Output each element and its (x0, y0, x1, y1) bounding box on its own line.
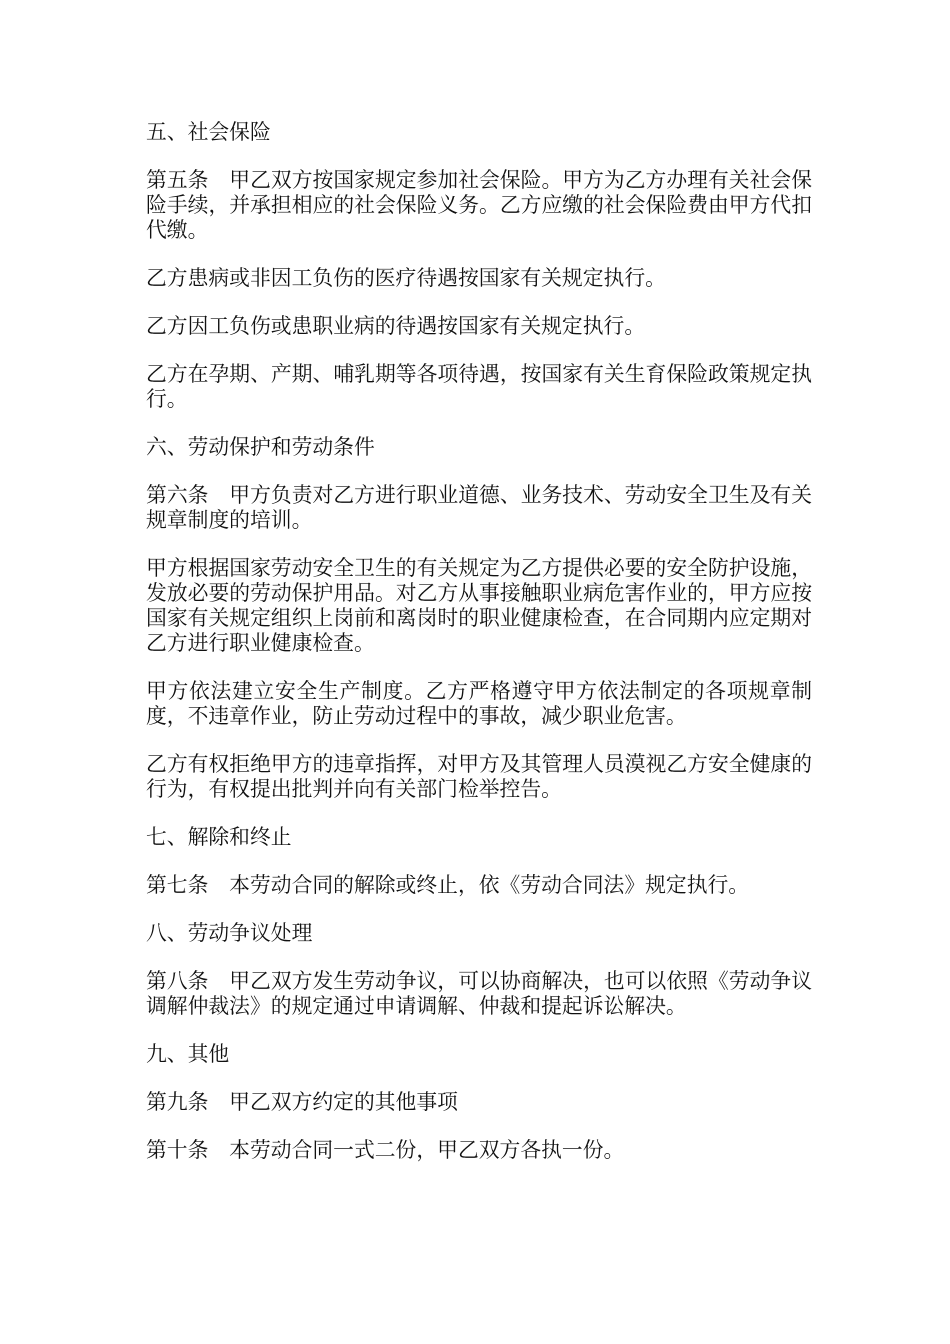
article-10: 第十条 本劳动合同一式二份，甲乙双方各执一份。 (146, 1138, 625, 1162)
section-heading-8: 八、劳动争议处理 (146, 921, 313, 945)
section-heading-6: 六、劳动保护和劳动条件 (146, 435, 375, 459)
paragraph-safety-system: 甲方依法建立安全生产制度。乙方严格遵守甲方依法制定的各项规章制度，不违章作业，防止劳动过程中的事故，减少职业危害。 (146, 679, 812, 728)
paragraph-maternity: 乙方在孕期、产期、哺乳期等各项待遇，按国家有关生育保险政策规定执行。 (146, 362, 812, 411)
article-5: 第五条 甲乙双方按国家规定参加社会保险。甲方为乙方办理有关社会保险手续，并承担相应的社会保险义务。乙方应缴的社会保险费由甲方代扣代缴。 (146, 168, 812, 242)
section-heading-5: 五、社会保险 (146, 120, 271, 144)
article-6: 第六条 甲方负责对乙方进行职业道德、业务技术、劳动安全卫生及有关规章制度的培训。 (146, 483, 812, 532)
paragraph-medical: 乙方患病或非因工负伤的医疗待遇按国家有关规定执行。 (146, 266, 666, 290)
paragraph-safety-facilities: 甲方根据国家劳动安全卫生的有关规定为乙方提供必要的安全防护设施，发放必要的劳动保护用品。对乙方从事接触职业病危害作业的，甲方应按国家有关规定组织上岗前和离岗时的职业健康检查，在合同期内应定期对乙方进行职业健康检查。 (146, 556, 812, 655)
paragraph-refusal-right: 乙方有权拒绝甲方的违章指挥，对甲方及其管理人员漠视乙方安全健康的行为，有权提出批判并向有关部门检举控告。 (146, 752, 812, 801)
article-9: 第九条 甲乙双方约定的其他事项 (146, 1090, 458, 1114)
section-heading-9: 九、其他 (146, 1042, 230, 1066)
document-page (146, 120, 812, 1186)
section-heading-7: 七、解除和终止 (146, 825, 292, 849)
article-7: 第七条 本劳动合同的解除或终止，依《劳动合同法》规定执行。 (146, 873, 750, 897)
article-8: 第八条 甲乙双方发生劳动争议，可以协商解决，也可以依照《劳动争议调解仲裁法》的规定通过申请调解、仲裁和提起诉讼解决。 (146, 969, 812, 1018)
paragraph-work-injury: 乙方因工负伤或患职业病的待遇按国家有关规定执行。 (146, 314, 646, 338)
